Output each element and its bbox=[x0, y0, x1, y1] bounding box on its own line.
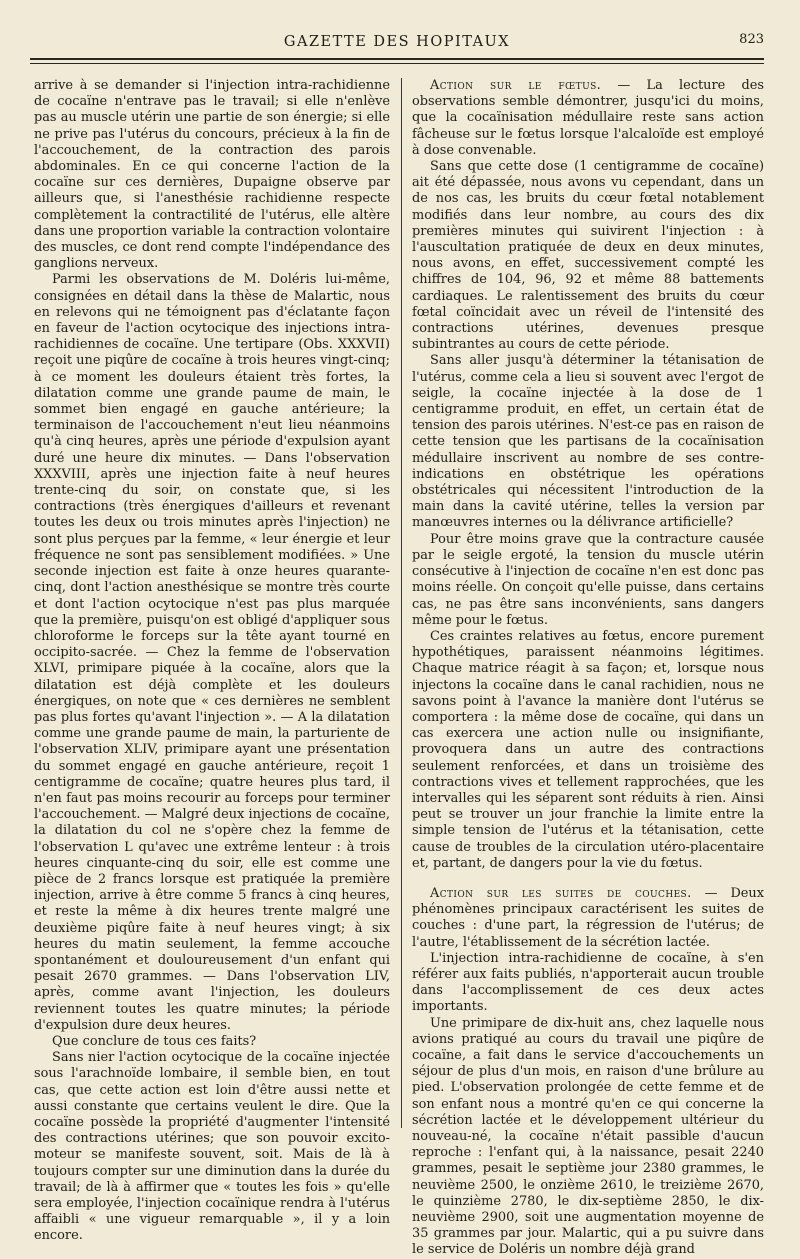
section-lead-text: — La lecture des observations semble démontrer, jusqu'ici du moins, que la cocaïnisation médullaire reste sans action fâcheuse sur le fœtus lorsque l'alcaloïde est employé à dose convenable. bbox=[412, 78, 764, 158]
paragraph: arrive à se demander si l'injection intra-rachidienne de cocaïne n'entrave pas le travail; si elle n'enlève pas au muscle utérin une partie de son énergie; si elle ne prive pas l'utérus du concours, précieux à la fin de l'accouchement, de la contraction des parois abdominales. En ce qui concerne l'action de la cocaïne sur ces dernières, Dupaigne observe par ailleurs que, si l'anesthésie rachidienne respecte complètement la contractilité de l'utérus, elle altère dans une proportion variable la contraction volontaire des muscles, ce dont rend compte l'indépendance des ganglions nerveux. bbox=[34, 78, 390, 272]
paragraph: Parmi les observations de M. Doléris lui-même, consignées en détail dans la thèse de Malartic, nous en relevons qui ne témoignent pas d'éclatante façon en faveur de l'action ocytocique des injections intra-rachidiennes de cocaïne. Une tertipare (Obs. XXXVII) reçoit une piqûre de cocaïne à trois heures vingt-cinq; à ce moment les douleurs étaient très fortes, la dilatation comme une grande paume de main, le sommet bien engagé en gauche antérieure; la terminaison de l'accouchement n'eut lieu néanmoins qu'à cinq heures, après une période d'expulsion ayant duré une heure dix minutes. — Dans l'observation XXXVIII, après une injection faite à neuf heures trente-cinq du soir, on constate que, si les contractions (très énergiques d'ailleurs et revenant toutes les deux ou trois minutes après l'injection) ne sont plus perçues par la femme, « leur énergie et leur fréquence ne sont pas sensiblement modifiées. » Une seconde injection est faite à onze heures quarante-cinq, dont l'action anesthésique se montre très courte et dont l'action ocytocique n'est pas plus marquée que la première, puisqu'on est obligé d'appliquer sous chloroforme le forceps sur la tête ayant tourné en occipito-sacrée. — Chez la femme de l'observation XLVI, primipare piquée à la cocaïne, alors que la dilatation est déjà complète et les douleurs énergiques, on note que « ces dernières ne semblent pas plus fortes qu'avant l'injection ». — A la dilatation comme une grande paume de main, la parturiente de l'observation XLIV, primipare ayant une présentation du sommet engagé en gauche antérieure, reçoit 1 centigramme de cocaïne; quatre heures plus tard, il n'en faut pas moins recourir au forceps pour terminer l'accouchement. — Malgré deux injections de cocaïne, la dilatation du col ne s'opère chez la femme de l'observation L qu'avec une extrême lenteur : à trois heures cinquante-cinq du soir, elle est comme une pièce de 2 francs lorsque est pratiquée la première injection, arrive à être comme 5 francs à cinq heures, et reste la même à dix heures trente malgré une deuxième piqûre faite à neuf heures vingt; à six heures du matin seulement, la femme accouche spontanément et douloureusement d'un enfant qui pesait 2670 grammes. — Dans l'observation LIV, après, comme avant l'injection, les douleurs reviennent toutes les quatre minutes; la période d'expulsion dure deux heures. bbox=[34, 272, 390, 1033]
section-heading-couches: Action sur les suites de couches. bbox=[430, 885, 692, 901]
column-divider bbox=[401, 78, 402, 1128]
paragraph: Sans que cette dose (1 centigramme de cocaïne) ait été dépassée, nous avons vu cependant, dans un de nos cas, les bruits du cœur fœtal notablement modifiés dans leur nombre, au cours des dix premières minutes qui suivirent l'injection : à l'auscultation pratiquée de deux en deux minutes, nous avons, en effet, successivement compté les chiffres de 104, 96, 92 et même 88 battements cardiaques. Le ralentissement des bruits du cœur fœtal coïncidait avec un réveil de l'intensité des contractions utérines, devenues presque subintrantes au cours de cette période. bbox=[412, 159, 764, 353]
section-paragraph-couches bbox=[412, 886, 764, 951]
left-column bbox=[34, 78, 390, 1244]
page-header bbox=[30, 34, 764, 56]
paragraph: Pour être moins grave que la contracture causée par le seigle ergoté, la tension du muscle utérin consécutive à l'injection de cocaïne n'en est donc pas moins réelle. On conçoit qu'elle puisse, dans certains cas, ne pas être sans inconvénients, sans dangers même pour le fœtus. bbox=[412, 531, 764, 628]
header-rule-thin bbox=[30, 63, 764, 64]
page-number: 823 bbox=[739, 32, 764, 47]
paragraph: Sans aller jusqu'à déterminer la tétanisation de l'utérus, comme cela a lieu si souvent avec l'ergot de seigle, la cocaïne injectée à la dose de 1 centigramme produit, en effet, un certain état de tension des parois utérines. N'est-ce pas en raison de cette tension que les partisans de la cocaïnisation médullaire inscrivent au nombre de ses contre-indications en obstétrique les opérations obstétricales qui nécessitent l'introduction de la main dans la cavité utérine, telles la version par manœuvres internes ou la délivrance artificielle? bbox=[412, 353, 764, 531]
paragraph: Que conclure de tous ces faits? bbox=[52, 1033, 257, 1049]
paragraph: L'injection intra-rachidienne de cocaïne, à s'en référer aux faits publiés, n'apporterait aucun trouble dans l'accomplissement de ces deux actes importants. bbox=[412, 950, 764, 1015]
journal-title: GAZETTE DES HOPITAUX bbox=[283, 34, 511, 50]
section-lead-text: — Deux phénomènes principaux caractérisent les suites de couches : d'une part, la régression de l'utérus; de l'autre, l'établissement de la sécrétion lactée. bbox=[412, 885, 764, 950]
right-column bbox=[412, 78, 764, 1258]
paragraph: Ces craintes relatives au fœtus, encore purement hypothétiques, paraissent néanmoins légitimes. Chaque matrice réagit à sa façon; et, lorsque nous injectons la cocaïne dans le canal rachidien, nous ne savons point à l'avance la manière dont l'utérus se comportera : la même dose de cocaïne, qui dans un cas exercera une action nulle ou insignifiante, provoquera dans un autre des contractions seulement renforcées, et dans un troisième des contractions vives et tellement rapprochées, que les intervalles qui les séparent sont réduits à rien. Ainsi peut se trouver un jour franchie la limite entre la simple tension de l'utérus et la tétanisation, cette cause de troubles de la circulation utéro-placentaire et, partant, de dangers pour la vie du fœtus. bbox=[412, 628, 764, 871]
section-heading-foetus: Action sur le fœtus. bbox=[430, 78, 602, 93]
paragraph: Sans nier l'action ocytocique de la cocaïne injectée sous l'arachnoïde lombaire, il semble bien, en tout cas, que cette action est loin d'être aussi nette et aussi constante que certains veulent le dire. Que la cocaïne possède la propriété d'augmenter l'intensité des contractions utérines; que son pouvoir excito-moteur se manifeste souvent, soit. Mais de là à toujours compter sur une diminution dans la durée du travail; de là à affirmer que « toutes les fois » qu'elle sera employée, l'injection cocaïnique rendra à l'utérus affaibli « une vigueur remarquable », il y a loin encore. bbox=[34, 1050, 390, 1244]
paragraph: Une primipare de dix-huit ans, chez laquelle nous avions pratiqué au cours du travail une piqûre de cocaïne, a fait dans le service d'accouchements un séjour de plus d'un mois, en raison d'une brûlure au pied. L'observation prolongée de cette femme et de son enfant nous a montré qu'en ce qui concerne la sécrétion lactée et le développement ultérieur du nouveau-né, la cocaïne n'était passible d'aucun reproche : l'enfant qui, à la naissance, pesait 2240 grammes, pesait le septième jour 2380 grammes, le neuvième 2500, le onzième 2610, le treizième 2670, le quinzième 2780, le dix-septième 2850, le dix-neuvième 2900, soit une augmentation moyenne de 35 grammes par jour. Malartic, qui a pu suivre dans le service de Doléris un nombre déjà grand bbox=[412, 1015, 764, 1258]
section-paragraph-foetus bbox=[412, 78, 764, 159]
header-rule-thick bbox=[30, 58, 764, 60]
